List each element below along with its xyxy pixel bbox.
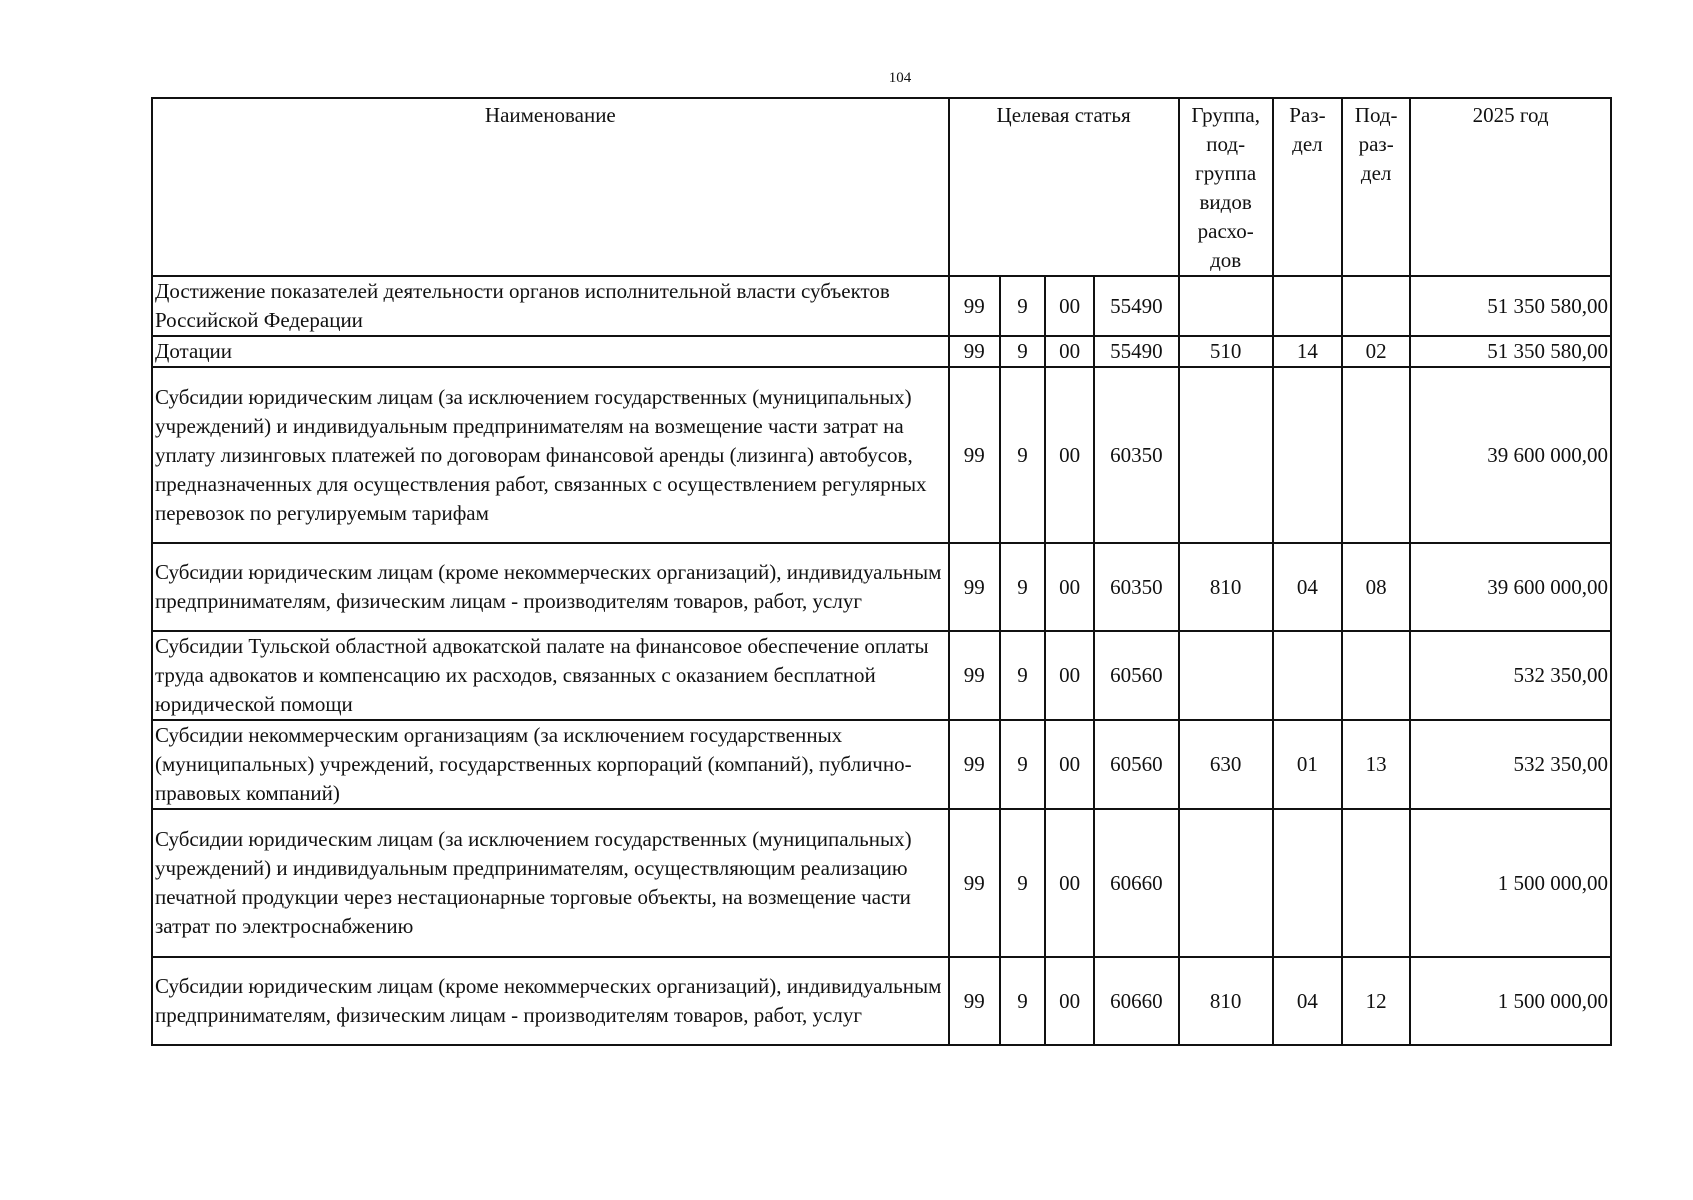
target-code-4: 60560 — [1094, 631, 1178, 720]
section-code — [1273, 809, 1342, 957]
group-code — [1179, 631, 1273, 720]
subsection-code: 02 — [1342, 336, 1410, 367]
row-name: Дотации — [152, 336, 949, 367]
target-code-3: 00 — [1045, 720, 1094, 809]
section-code: 04 — [1273, 543, 1342, 631]
target-code-1: 99 — [949, 367, 1000, 543]
target-code-1: 99 — [949, 720, 1000, 809]
budget-table — [151, 97, 1612, 1046]
row-name: Субсидии юридическим лицам (кроме некоммерческих организаций), индивидуальным предпринимателям, физическим лицам - производителям товаров, работ, услуг — [152, 543, 949, 631]
target-code-2: 9 — [1000, 809, 1045, 957]
group-code — [1179, 276, 1273, 336]
target-code-2: 9 — [1000, 367, 1045, 543]
section-code: 14 — [1273, 336, 1342, 367]
target-code-4: 60350 — [1094, 543, 1178, 631]
table-header-row — [152, 98, 1611, 276]
subsection-code — [1342, 631, 1410, 720]
row-name: Субсидии юридическим лицам (за исключением государственных (муниципальных) учреждений) и индивидуальным предпринимателям, осуществляющим реализацию печатной продукции через нестационарные торговые объекты, на возмещение части затрат по электроснабжению — [152, 809, 949, 957]
amount-2025: 39 600 000,00 — [1410, 543, 1611, 631]
table-row — [152, 809, 1611, 957]
row-name: Субсидии юридическим лицам (кроме некоммерческих организаций), индивидуальным предпринимателям, физическим лицам - производителям товаров, работ, услуг — [152, 957, 949, 1045]
header-target: Целевая статья — [949, 98, 1179, 276]
group-code: 510 — [1179, 336, 1273, 367]
table-row — [152, 336, 1611, 367]
target-code-3: 00 — [1045, 631, 1094, 720]
row-name: Субсидии Тульской областной адвокатской палате на финансовое обеспечение оплаты труда адвокатов и компенсацию их расходов, связанных с оказанием бесплатной юридической помощи — [152, 631, 949, 720]
section-code — [1273, 631, 1342, 720]
target-code-2: 9 — [1000, 957, 1045, 1045]
group-code: 810 — [1179, 543, 1273, 631]
section-code — [1273, 367, 1342, 543]
table-row — [152, 957, 1611, 1045]
target-code-3: 00 — [1045, 957, 1094, 1045]
group-code: 810 — [1179, 957, 1273, 1045]
amount-2025: 532 350,00 — [1410, 720, 1611, 809]
target-code-1: 99 — [949, 957, 1000, 1045]
table-row — [152, 631, 1611, 720]
amount-2025: 1 500 000,00 — [1410, 809, 1611, 957]
group-code — [1179, 367, 1273, 543]
subsection-code: 08 — [1342, 543, 1410, 631]
target-code-4: 55490 — [1094, 276, 1178, 336]
target-code-1: 99 — [949, 543, 1000, 631]
subsection-code — [1342, 367, 1410, 543]
section-code: 01 — [1273, 720, 1342, 809]
subsection-code — [1342, 276, 1410, 336]
group-code: 630 — [1179, 720, 1273, 809]
target-code-4: 60660 — [1094, 809, 1178, 957]
amount-2025: 51 350 580,00 — [1410, 276, 1611, 336]
header-subsection: Под- раз- дел — [1342, 98, 1410, 276]
target-code-1: 99 — [949, 276, 1000, 336]
target-code-4: 55490 — [1094, 336, 1178, 367]
table-row — [152, 543, 1611, 631]
page-number: 104 — [888, 70, 912, 86]
table-row — [152, 367, 1611, 543]
group-code — [1179, 809, 1273, 957]
header-section: Раз- дел — [1273, 98, 1342, 276]
amount-2025: 532 350,00 — [1410, 631, 1611, 720]
target-code-4: 60660 — [1094, 957, 1178, 1045]
target-code-3: 00 — [1045, 809, 1094, 957]
target-code-3: 00 — [1045, 276, 1094, 336]
section-code — [1273, 276, 1342, 336]
header-group: Группа, под- группа видов расхо- дов — [1179, 98, 1273, 276]
table-row — [152, 276, 1611, 336]
subsection-code: 12 — [1342, 957, 1410, 1045]
target-code-4: 60350 — [1094, 367, 1178, 543]
row-name: Достижение показателей деятельности органов исполнительной власти субъектов Российской Федерации — [152, 276, 949, 336]
subsection-code — [1342, 809, 1410, 957]
target-code-2: 9 — [1000, 336, 1045, 367]
amount-2025: 1 500 000,00 — [1410, 957, 1611, 1045]
target-code-3: 00 — [1045, 543, 1094, 631]
header-year: 2025 год — [1410, 98, 1611, 276]
target-code-2: 9 — [1000, 631, 1045, 720]
target-code-2: 9 — [1000, 276, 1045, 336]
target-code-4: 60560 — [1094, 720, 1178, 809]
row-name: Субсидии некоммерческим организациям (за исключением государственных (муниципальных) учреждений, государственных корпораций (компаний), публично-правовых компаний) — [152, 720, 949, 809]
target-code-1: 99 — [949, 809, 1000, 957]
header-name: Наименование — [152, 98, 949, 276]
amount-2025: 39 600 000,00 — [1410, 367, 1611, 543]
table-row — [152, 720, 1611, 809]
section-code: 04 — [1273, 957, 1342, 1045]
subsection-code: 13 — [1342, 720, 1410, 809]
target-code-3: 00 — [1045, 336, 1094, 367]
row-name: Субсидии юридическим лицам (за исключением государственных (муниципальных) учреждений) и индивидуальным предпринимателям на возмещение части затрат на уплату лизинговых платежей по договорам финансовой аренды (лизинга) автобусов, предназначенных для осуществления работ, связанных с осуществлением регулярных перевозок по регулируемым тарифам — [152, 367, 949, 543]
target-code-1: 99 — [949, 631, 1000, 720]
target-code-3: 00 — [1045, 367, 1094, 543]
target-code-1: 99 — [949, 336, 1000, 367]
target-code-2: 9 — [1000, 720, 1045, 809]
amount-2025: 51 350 580,00 — [1410, 336, 1611, 367]
target-code-2: 9 — [1000, 543, 1045, 631]
